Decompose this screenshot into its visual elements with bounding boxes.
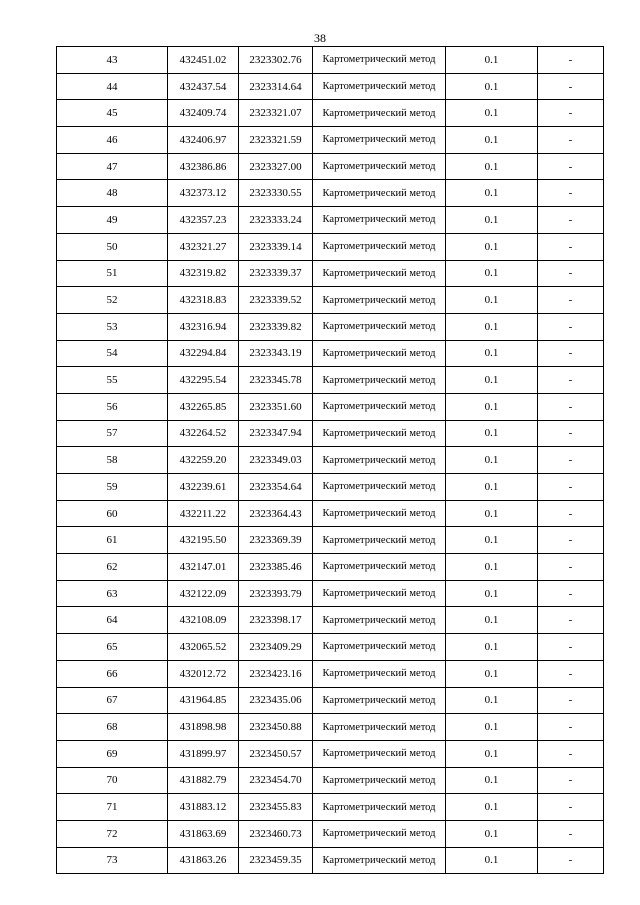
table-row bbox=[57, 794, 604, 821]
point-number-cell: 68 bbox=[57, 714, 168, 741]
method-cell: Картометрический метод bbox=[313, 580, 446, 607]
note-cell: - bbox=[538, 820, 604, 847]
point-number-cell: 57 bbox=[57, 420, 168, 447]
method-cell: Картометрический метод bbox=[313, 714, 446, 741]
method-cell: Картометрический метод bbox=[313, 100, 446, 127]
x-coordinate-cell: 431863.26 bbox=[168, 847, 239, 874]
table-row bbox=[57, 660, 604, 687]
method-cell: Картометрический метод bbox=[313, 340, 446, 367]
accuracy-cell: 0.1 bbox=[446, 687, 538, 714]
method-cell: Картометрический метод bbox=[313, 260, 446, 287]
accuracy-cell: 0.1 bbox=[446, 393, 538, 420]
y-coordinate-cell: 2323314.64 bbox=[239, 73, 313, 100]
method-cell: Картометрический метод bbox=[313, 607, 446, 634]
accuracy-cell: 0.1 bbox=[446, 447, 538, 474]
note-cell: - bbox=[538, 313, 604, 340]
x-coordinate-cell: 431964.85 bbox=[168, 687, 239, 714]
x-coordinate-cell: 432319.82 bbox=[168, 260, 239, 287]
y-coordinate-cell: 2323343.19 bbox=[239, 340, 313, 367]
table-row bbox=[57, 820, 604, 847]
table-row bbox=[57, 313, 604, 340]
note-cell: - bbox=[538, 100, 604, 127]
y-coordinate-cell: 2323339.37 bbox=[239, 260, 313, 287]
x-coordinate-cell: 432295.54 bbox=[168, 367, 239, 394]
accuracy-cell: 0.1 bbox=[446, 420, 538, 447]
accuracy-cell: 0.1 bbox=[446, 73, 538, 100]
point-number-cell: 43 bbox=[57, 47, 168, 74]
y-coordinate-cell: 2323347.94 bbox=[239, 420, 313, 447]
method-cell: Картометрический метод bbox=[313, 500, 446, 527]
table-row bbox=[57, 73, 604, 100]
note-cell: - bbox=[538, 233, 604, 260]
table-row bbox=[57, 500, 604, 527]
point-number-cell: 53 bbox=[57, 313, 168, 340]
point-number-cell: 54 bbox=[57, 340, 168, 367]
table-row bbox=[57, 527, 604, 554]
table-row bbox=[57, 260, 604, 287]
x-coordinate-cell: 432195.50 bbox=[168, 527, 239, 554]
x-coordinate-cell: 431882.79 bbox=[168, 767, 239, 794]
x-coordinate-cell: 432294.84 bbox=[168, 340, 239, 367]
point-number-cell: 47 bbox=[57, 153, 168, 180]
method-cell: Картометрический метод bbox=[313, 153, 446, 180]
y-coordinate-cell: 2323339.52 bbox=[239, 287, 313, 314]
table-row bbox=[57, 687, 604, 714]
method-cell: Картометрический метод bbox=[313, 367, 446, 394]
accuracy-cell: 0.1 bbox=[446, 820, 538, 847]
accuracy-cell: 0.1 bbox=[446, 287, 538, 314]
note-cell: - bbox=[538, 767, 604, 794]
method-cell: Картометрический метод bbox=[313, 740, 446, 767]
point-number-cell: 65 bbox=[57, 634, 168, 661]
table-row bbox=[57, 714, 604, 741]
x-coordinate-cell: 432321.27 bbox=[168, 233, 239, 260]
x-coordinate-cell: 432239.61 bbox=[168, 474, 239, 501]
x-coordinate-cell: 431863.69 bbox=[168, 820, 239, 847]
accuracy-cell: 0.1 bbox=[446, 340, 538, 367]
y-coordinate-cell: 2323345.78 bbox=[239, 367, 313, 394]
method-cell: Картометрический метод bbox=[313, 767, 446, 794]
accuracy-cell: 0.1 bbox=[446, 153, 538, 180]
note-cell: - bbox=[538, 660, 604, 687]
coordinates-table-body bbox=[57, 47, 604, 874]
x-coordinate-cell: 432211.22 bbox=[168, 500, 239, 527]
point-number-cell: 45 bbox=[57, 100, 168, 127]
accuracy-cell: 0.1 bbox=[446, 607, 538, 634]
accuracy-cell: 0.1 bbox=[446, 554, 538, 581]
y-coordinate-cell: 2323333.24 bbox=[239, 207, 313, 234]
note-cell: - bbox=[538, 287, 604, 314]
note-cell: - bbox=[538, 447, 604, 474]
point-number-cell: 56 bbox=[57, 393, 168, 420]
x-coordinate-cell: 432406.97 bbox=[168, 127, 239, 154]
table-row bbox=[57, 207, 604, 234]
x-coordinate-cell: 432264.52 bbox=[168, 420, 239, 447]
y-coordinate-cell: 2323327.00 bbox=[239, 153, 313, 180]
table-row bbox=[57, 127, 604, 154]
accuracy-cell: 0.1 bbox=[446, 47, 538, 74]
table-row bbox=[57, 420, 604, 447]
y-coordinate-cell: 2323354.64 bbox=[239, 474, 313, 501]
note-cell: - bbox=[538, 687, 604, 714]
table-row bbox=[57, 47, 604, 74]
point-number-cell: 59 bbox=[57, 474, 168, 501]
method-cell: Картометрический метод bbox=[313, 820, 446, 847]
point-number-cell: 48 bbox=[57, 180, 168, 207]
point-number-cell: 73 bbox=[57, 847, 168, 874]
point-number-cell: 64 bbox=[57, 607, 168, 634]
note-cell: - bbox=[538, 153, 604, 180]
note-cell: - bbox=[538, 740, 604, 767]
method-cell: Картометрический метод bbox=[313, 687, 446, 714]
accuracy-cell: 0.1 bbox=[446, 740, 538, 767]
note-cell: - bbox=[538, 714, 604, 741]
point-number-cell: 60 bbox=[57, 500, 168, 527]
method-cell: Картометрический метод bbox=[313, 73, 446, 100]
x-coordinate-cell: 432259.20 bbox=[168, 447, 239, 474]
table-row bbox=[57, 100, 604, 127]
y-coordinate-cell: 2323369.39 bbox=[239, 527, 313, 554]
point-number-cell: 69 bbox=[57, 740, 168, 767]
x-coordinate-cell: 432065.52 bbox=[168, 634, 239, 661]
table-row bbox=[57, 153, 604, 180]
note-cell: - bbox=[538, 73, 604, 100]
method-cell: Картометрический метод bbox=[313, 393, 446, 420]
note-cell: - bbox=[538, 207, 604, 234]
point-number-cell: 62 bbox=[57, 554, 168, 581]
page-number: 38 bbox=[314, 31, 326, 45]
method-cell: Картометрический метод bbox=[313, 554, 446, 581]
accuracy-cell: 0.1 bbox=[446, 260, 538, 287]
y-coordinate-cell: 2323423.16 bbox=[239, 660, 313, 687]
point-number-cell: 71 bbox=[57, 794, 168, 821]
accuracy-cell: 0.1 bbox=[446, 313, 538, 340]
table-row bbox=[57, 287, 604, 314]
accuracy-cell: 0.1 bbox=[446, 847, 538, 874]
y-coordinate-cell: 2323435.06 bbox=[239, 687, 313, 714]
y-coordinate-cell: 2323385.46 bbox=[239, 554, 313, 581]
note-cell: - bbox=[538, 127, 604, 154]
y-coordinate-cell: 2323450.88 bbox=[239, 714, 313, 741]
table-row bbox=[57, 340, 604, 367]
x-coordinate-cell: 432147.01 bbox=[168, 554, 239, 581]
note-cell: - bbox=[538, 474, 604, 501]
table-row bbox=[57, 740, 604, 767]
y-coordinate-cell: 2323450.57 bbox=[239, 740, 313, 767]
point-number-cell: 61 bbox=[57, 527, 168, 554]
method-cell: Картометрический метод bbox=[313, 127, 446, 154]
method-cell: Картометрический метод bbox=[313, 47, 446, 74]
note-cell: - bbox=[538, 260, 604, 287]
x-coordinate-cell: 432437.54 bbox=[168, 73, 239, 100]
note-cell: - bbox=[538, 47, 604, 74]
table-row bbox=[57, 607, 604, 634]
note-cell: - bbox=[538, 393, 604, 420]
table-row bbox=[57, 367, 604, 394]
point-number-cell: 58 bbox=[57, 447, 168, 474]
point-number-cell: 51 bbox=[57, 260, 168, 287]
method-cell: Картометрический метод bbox=[313, 794, 446, 821]
point-number-cell: 49 bbox=[57, 207, 168, 234]
point-number-cell: 66 bbox=[57, 660, 168, 687]
point-number-cell: 44 bbox=[57, 73, 168, 100]
x-coordinate-cell: 432012.72 bbox=[168, 660, 239, 687]
note-cell: - bbox=[538, 847, 604, 874]
table-row bbox=[57, 180, 604, 207]
accuracy-cell: 0.1 bbox=[446, 207, 538, 234]
note-cell: - bbox=[538, 420, 604, 447]
x-coordinate-cell: 432122.09 bbox=[168, 580, 239, 607]
y-coordinate-cell: 2323339.14 bbox=[239, 233, 313, 260]
y-coordinate-cell: 2323351.60 bbox=[239, 393, 313, 420]
table-row bbox=[57, 767, 604, 794]
accuracy-cell: 0.1 bbox=[446, 714, 538, 741]
accuracy-cell: 0.1 bbox=[446, 660, 538, 687]
method-cell: Картометрический метод bbox=[313, 313, 446, 340]
x-coordinate-cell: 431899.97 bbox=[168, 740, 239, 767]
point-number-cell: 50 bbox=[57, 233, 168, 260]
x-coordinate-cell: 432409.74 bbox=[168, 100, 239, 127]
accuracy-cell: 0.1 bbox=[446, 580, 538, 607]
method-cell: Картометрический метод bbox=[313, 233, 446, 260]
method-cell: Картометрический метод bbox=[313, 180, 446, 207]
table-row bbox=[57, 580, 604, 607]
y-coordinate-cell: 2323302.76 bbox=[239, 47, 313, 74]
coordinates-table bbox=[56, 46, 604, 874]
method-cell: Картометрический метод bbox=[313, 634, 446, 661]
y-coordinate-cell: 2323349.03 bbox=[239, 447, 313, 474]
point-number-cell: 70 bbox=[57, 767, 168, 794]
accuracy-cell: 0.1 bbox=[446, 794, 538, 821]
y-coordinate-cell: 2323460.73 bbox=[239, 820, 313, 847]
y-coordinate-cell: 2323364.43 bbox=[239, 500, 313, 527]
point-number-cell: 63 bbox=[57, 580, 168, 607]
note-cell: - bbox=[538, 634, 604, 661]
table-row bbox=[57, 634, 604, 661]
note-cell: - bbox=[538, 607, 604, 634]
x-coordinate-cell: 431898.98 bbox=[168, 714, 239, 741]
table-row bbox=[57, 447, 604, 474]
accuracy-cell: 0.1 bbox=[446, 767, 538, 794]
y-coordinate-cell: 2323455.83 bbox=[239, 794, 313, 821]
accuracy-cell: 0.1 bbox=[446, 127, 538, 154]
x-coordinate-cell: 432386.86 bbox=[168, 153, 239, 180]
method-cell: Картометрический метод bbox=[313, 474, 446, 501]
method-cell: Картометрический метод bbox=[313, 660, 446, 687]
x-coordinate-cell: 432451.02 bbox=[168, 47, 239, 74]
y-coordinate-cell: 2323459.35 bbox=[239, 847, 313, 874]
x-coordinate-cell: 432357.23 bbox=[168, 207, 239, 234]
accuracy-cell: 0.1 bbox=[446, 527, 538, 554]
accuracy-cell: 0.1 bbox=[446, 180, 538, 207]
table-row bbox=[57, 847, 604, 874]
note-cell: - bbox=[538, 500, 604, 527]
point-number-cell: 67 bbox=[57, 687, 168, 714]
x-coordinate-cell: 432316.94 bbox=[168, 313, 239, 340]
note-cell: - bbox=[538, 554, 604, 581]
method-cell: Картометрический метод bbox=[313, 847, 446, 874]
accuracy-cell: 0.1 bbox=[446, 233, 538, 260]
accuracy-cell: 0.1 bbox=[446, 100, 538, 127]
y-coordinate-cell: 2323330.55 bbox=[239, 180, 313, 207]
point-number-cell: 55 bbox=[57, 367, 168, 394]
table-row bbox=[57, 393, 604, 420]
note-cell: - bbox=[538, 794, 604, 821]
x-coordinate-cell: 432373.12 bbox=[168, 180, 239, 207]
method-cell: Картометрический метод bbox=[313, 447, 446, 474]
y-coordinate-cell: 2323321.07 bbox=[239, 100, 313, 127]
y-coordinate-cell: 2323454.70 bbox=[239, 767, 313, 794]
accuracy-cell: 0.1 bbox=[446, 367, 538, 394]
accuracy-cell: 0.1 bbox=[446, 634, 538, 661]
note-cell: - bbox=[538, 527, 604, 554]
x-coordinate-cell: 432108.09 bbox=[168, 607, 239, 634]
x-coordinate-cell: 431883.12 bbox=[168, 794, 239, 821]
y-coordinate-cell: 2323393.79 bbox=[239, 580, 313, 607]
method-cell: Картометрический метод bbox=[313, 527, 446, 554]
method-cell: Картометрический метод bbox=[313, 420, 446, 447]
table-row bbox=[57, 554, 604, 581]
method-cell: Картометрический метод bbox=[313, 287, 446, 314]
accuracy-cell: 0.1 bbox=[446, 474, 538, 501]
y-coordinate-cell: 2323321.59 bbox=[239, 127, 313, 154]
table-row bbox=[57, 474, 604, 501]
x-coordinate-cell: 432318.83 bbox=[168, 287, 239, 314]
x-coordinate-cell: 432265.85 bbox=[168, 393, 239, 420]
y-coordinate-cell: 2323398.17 bbox=[239, 607, 313, 634]
y-coordinate-cell: 2323409.29 bbox=[239, 634, 313, 661]
point-number-cell: 52 bbox=[57, 287, 168, 314]
table-row bbox=[57, 233, 604, 260]
method-cell: Картометрический метод bbox=[313, 207, 446, 234]
note-cell: - bbox=[538, 180, 604, 207]
accuracy-cell: 0.1 bbox=[446, 500, 538, 527]
note-cell: - bbox=[538, 340, 604, 367]
note-cell: - bbox=[538, 367, 604, 394]
y-coordinate-cell: 2323339.82 bbox=[239, 313, 313, 340]
point-number-cell: 72 bbox=[57, 820, 168, 847]
point-number-cell: 46 bbox=[57, 127, 168, 154]
note-cell: - bbox=[538, 580, 604, 607]
